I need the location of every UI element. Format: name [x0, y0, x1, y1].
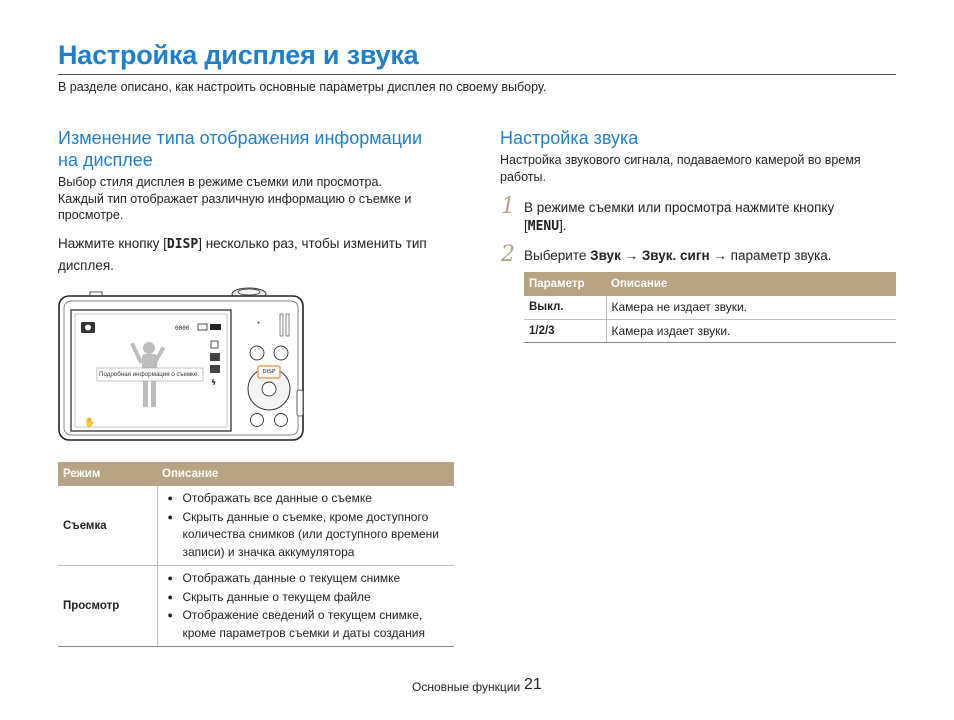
sound-desc-line1: Настройка звукового сигнала, подаваемого камерой во время [500, 153, 861, 167]
sound-table-header [524, 272, 896, 296]
list-item: ● Отображать все данные о съемке [163, 490, 450, 508]
disp-instruction [58, 233, 427, 276]
title-divider [58, 74, 896, 75]
step-2-menu-sound: Звук [590, 248, 621, 263]
display-table-header [58, 462, 454, 486]
sound-desc-line2: работы. [500, 169, 546, 184]
step-2-text [524, 247, 832, 265]
table-row [524, 319, 896, 342]
stabilizer-icon: ✋ [84, 418, 96, 428]
camera-illustration [57, 284, 307, 444]
table-row [524, 296, 896, 319]
ok-button [262, 382, 276, 396]
step-1-number: 1 [501, 194, 515, 219]
menu-key-label: MENU [527, 219, 560, 234]
shots-remaining-icon: 0000 [175, 325, 190, 332]
sound-param-off: Выкл. [524, 296, 606, 319]
table-row [58, 486, 454, 566]
disp-instruction-before: Нажмите кнопку [ [58, 236, 167, 251]
sound-param-off-desc: Камера не издает звуки. [606, 296, 896, 319]
display-mode-shooting: Съемка [58, 486, 157, 566]
display-table-col-desc: Описание [157, 462, 454, 486]
step-1-line1: В режиме съемки или просмотра нажмите кнопку [524, 200, 835, 215]
sound-section-description [500, 152, 861, 185]
list-item: ● Скрыть данные о съемке, кроме доступного количества снимков (или доступного времени записи) и значка аккумулятора [163, 509, 450, 562]
step-1-bracket-close: ]. [559, 218, 567, 233]
disp-instruction-line2: дисплея. [58, 258, 114, 273]
camera-back-drawing [57, 284, 307, 444]
display-mode-shooting-desc [157, 486, 454, 566]
sound-param-levels: 1/2/3 [524, 319, 606, 342]
intro-text: В разделе описано, как настроить основные параметры дисплея по своему выбору. [58, 80, 547, 94]
footer-section-label: Основные функции [412, 680, 521, 694]
battery-icon [210, 324, 221, 330]
disp-instruction-after: ] несколько раз, чтобы изменить тип [198, 236, 427, 251]
step-2-arrow-1: → [620, 248, 642, 263]
sound-table-col-desc: Описание [606, 272, 896, 296]
mode-button [250, 346, 264, 360]
display-section-title-line1: Изменение типа отображения информации [58, 128, 423, 148]
display-mode-playback-desc [157, 566, 454, 647]
menu-button [251, 414, 264, 427]
display-desc-line3: просмотре. [58, 208, 124, 222]
display-mode-table [58, 462, 454, 647]
sound-options-table [524, 272, 896, 343]
step-2-after: параметр звука. [730, 248, 832, 263]
display-desc-line2: Каждый тип отображает различную информацию о съемке и [58, 191, 412, 206]
fn-button [275, 414, 288, 427]
display-section-description [58, 174, 411, 224]
step-2-before: Выберите [524, 248, 591, 263]
setting-icon-3 [210, 365, 220, 373]
sound-table-col-param: Параметр [524, 272, 606, 296]
list-item: ● Скрыть данные о текущем файле [163, 589, 450, 607]
display-desc-line1: Выбор стиля дисплея в режиме съемки или просмотра. [58, 175, 382, 189]
page-title: Настройка дисплея и звука [58, 40, 419, 70]
table-row [58, 566, 454, 647]
flash-icon: ϟ [211, 378, 217, 387]
list-item: ● Отображать данные о текущем снимке [163, 570, 450, 588]
display-section-title-line2: на дисплее [58, 150, 153, 170]
screen-info-label: Подробная информация о съемке. [99, 371, 200, 378]
page-number: 21 [524, 676, 542, 693]
step-2-arrow-2: → [709, 248, 731, 263]
display-mode-playback: Просмотр [58, 566, 157, 647]
disp-key-label: DISP [166, 237, 199, 252]
setting-icon-2 [210, 353, 220, 361]
step-2-number: 2 [501, 242, 515, 267]
sound-param-levels-desc: Камера издает звуки. [606, 319, 896, 342]
play-button [274, 346, 288, 360]
camera-disp-label: DISP [262, 369, 276, 375]
step-2-menu-beep: Звук. сигн [641, 248, 710, 263]
step-1-bracket-open: [ [524, 218, 528, 233]
display-table-col-mode: Режим [58, 462, 157, 486]
svg-text:●: ● [257, 320, 261, 326]
sound-section-title: Настройка звука [500, 128, 639, 148]
step-1-text [524, 199, 834, 236]
display-section-title [58, 127, 422, 171]
list-item: ● Отображение сведений о текущем снимке, кроме параметров съемки и даты создания [163, 607, 450, 642]
